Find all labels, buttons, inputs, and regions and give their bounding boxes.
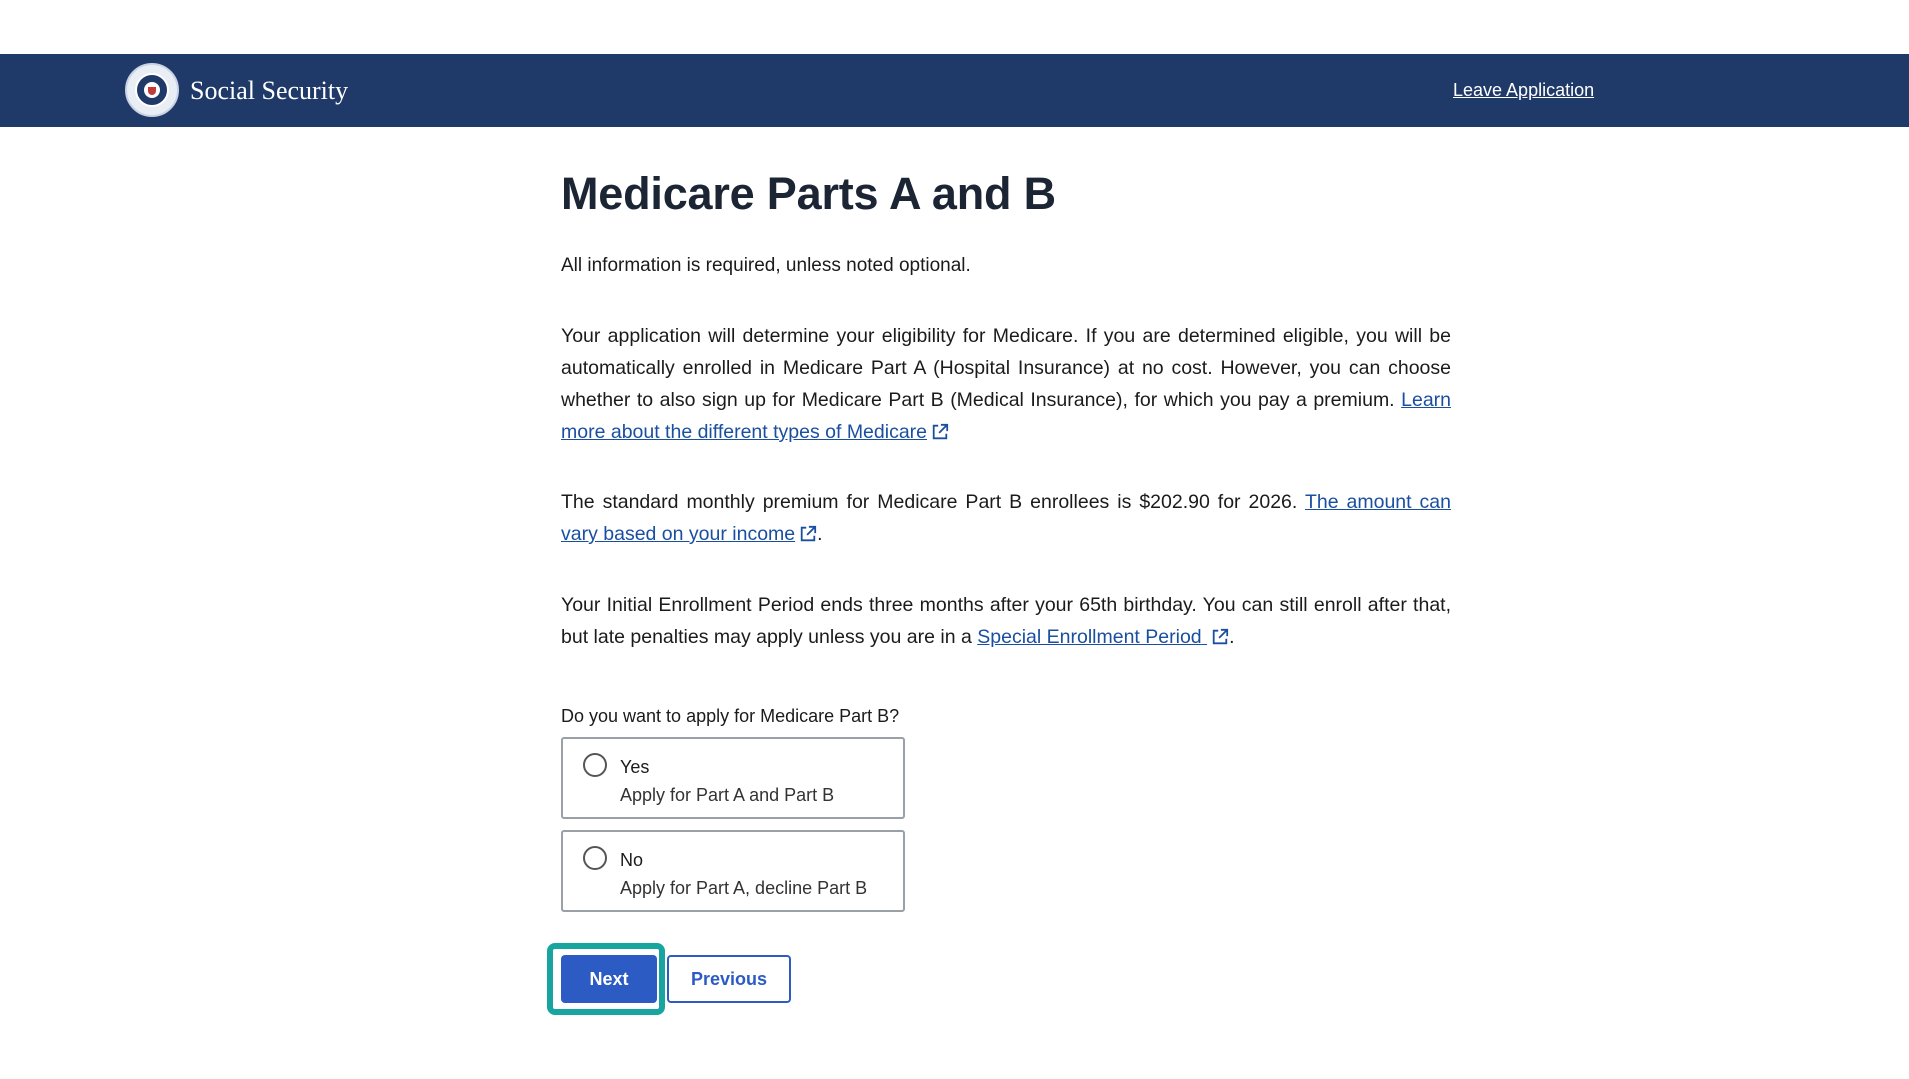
radio-yes[interactable]: [583, 753, 607, 777]
enrollment-end: .: [1229, 626, 1235, 648]
premium-paragraph: [561, 486, 1451, 550]
eligibility-text: Your application will determine your eligibility for Medicare. If you are determined eligible, you will be automatically enrolled in Medicare Part A (Hospital Insurance) at no cost. However, you can choose whether to also sign up for Medicare Part B (Medical Insurance), for which you pay a premium.: [561, 325, 1451, 411]
option-yes-title: Yes: [620, 757, 650, 777]
premium-end: .: [817, 523, 823, 545]
premium-text: The standard monthly premium for Medicare Part B enrollees is $202.90 for 2026.: [561, 491, 1305, 513]
special-enrollment-link[interactable]: Special Enrollment Period: [977, 626, 1229, 648]
site-header: [0, 54, 1909, 127]
ssa-seal-icon[interactable]: [125, 63, 179, 117]
income-variation-link[interactable]: The amount can vary based on your income: [561, 491, 1451, 545]
previous-button[interactable]: Previous: [667, 955, 791, 1003]
option-no-description: Apply for Part A, decline Part B: [620, 878, 868, 898]
option-yes-description: Apply for Part A and Part B: [620, 785, 835, 805]
option-yes[interactable]: [561, 737, 905, 819]
part-b-question: Do you want to apply for Medicare Part B?: [561, 706, 900, 726]
external-link-icon: [799, 525, 817, 543]
enrollment-text: Your Initial Enrollment Period ends three months after your 65th birthday. You can still enroll after that, but late penalties may apply unless you are in a: [561, 594, 1451, 648]
radio-no[interactable]: [583, 846, 607, 870]
external-link-icon: [1211, 628, 1229, 646]
required-note: All information is required, unless noted optional.: [561, 255, 971, 276]
leave-application-link[interactable]: Leave Application: [1453, 80, 1595, 100]
next-button[interactable]: Next: [561, 955, 657, 1003]
eligibility-paragraph: [561, 320, 1451, 448]
main-content: [561, 168, 1451, 989]
enrollment-paragraph: [561, 589, 1451, 653]
medicare-types-link[interactable]: Learn more about the different types of Medicare: [561, 389, 1451, 443]
brand-name[interactable]: Social Security: [190, 76, 349, 105]
external-link-icon: [931, 423, 949, 441]
option-no[interactable]: [561, 830, 905, 912]
page-title: Medicare Parts A and B: [561, 168, 1056, 219]
option-no-title: No: [620, 850, 644, 870]
